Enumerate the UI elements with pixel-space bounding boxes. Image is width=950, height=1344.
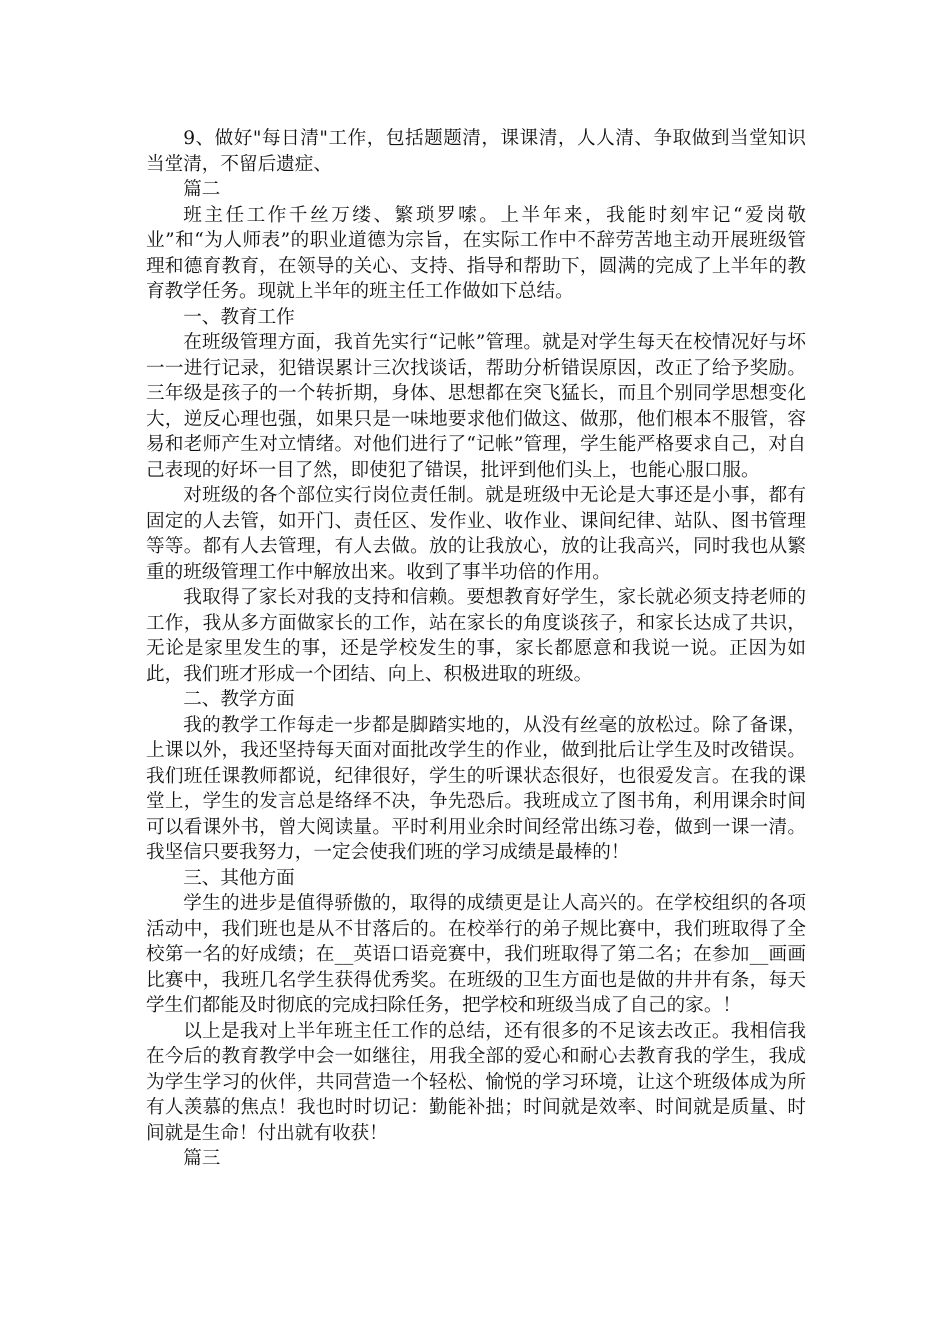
section-heading-education: 一、教育工作 <box>183 306 295 328</box>
paragraph-item-9: 9、做好"每日清"工作，包括题题清，课课清，人人清、争取做到当堂知识当堂清，不留后遗症、 <box>146 128 806 175</box>
paragraph-class-management: 在班级管理方面，我首先实行“记帐”管理。就是对学生每天在校情况好与坏一一进行记录，犯错误累计三次找谈话，帮助分析错误原因，改正了给予奖励。三年级是孩子的一个转折期，身体、思想都在突飞猛长，而且个别同学思想变化大，逆反心理也强，如果只是一味地要求他们做这、做那，他们根本不服管，容易和老师产生对立情绪。对他们进行了“记帐”管理，学生能严格要求自己，对自己表现的好坏一目了然，即使犯了错误，批评到他们头上，也能心服口服。 <box>146 332 806 481</box>
section-heading-other: 三、其他方面 <box>183 867 295 889</box>
paragraph-teaching: 我的教学工作每走一步都是脚踏实地的，从没有丝毫的放松过。除了备课，上课以外，我还坚持每天面对面批改学生的作业，做到批后让学生及时改错误。我们班任课教师都说，纪律很好，学生的听课状态很好，也很爱发言。在我的课堂上，学生的发言总是络绎不决，争先恐后。我班成立了图书角，利用课余时间可以看课外书，曾大阅读量。平时利用业余时间经常出练习卷，做到一课一清。我坚信只要我努力，一定会使我们班的学习成绩是最棒的！ <box>146 714 806 863</box>
section-heading-part-two: 篇二 <box>183 179 221 200</box>
document-page <box>146 126 806 1172</box>
section-heading-part-three: 篇三 <box>183 1148 221 1169</box>
section-heading-teaching: 二、教学方面 <box>183 689 295 710</box>
paragraph-achievements: 学生的进步是值得骄傲的，取得的成绩更是让人高兴的。在学校组织的各项活动中，我们班也是从不甘落后的。在校举行的弟子规比赛中，我们班取得了全校第一名的好成绩；在__英语口语竞赛中，我们班取得了第二名；在参加__画画比赛中，我班几名学生获得优秀奖。在班级的卫生方面也是做的井井有条，每天学生们都能及时彻底的完成扫除任务，把学校和班级当成了自己的家。！ <box>146 893 806 1016</box>
paragraph-conclusion: 以上是我对上半年班主任工作的总结，还有很多的不足该去改正。我相信我在今后的教育教学中会一如继往，用我全部的爱心和耐心去教育我的学生，我成为学生学习的伙伴，共同营造一个轻松、愉悦的学习环境，让这个班级体成为所有人羡慕的焦点！我也时时切记：勤能补拙；时间就是效率、时间就是质量、时间就是生命！付出就有收获！ <box>146 1020 806 1144</box>
paragraph-responsibility: 对班级的各个部位实行岗位责任制。就是班级中无论是大事还是小事，都有固定的人去管，如开门、责任区、发作业、收作业、课间纪律、站队、图书管理等等。都有人去管理，有人去做。放的让我放心，放的让我高兴，同时我也从繁重的班级管理工作中解放出来。收到了事半功倍的作用。 <box>146 485 806 583</box>
paragraph-parents: 我取得了家长对我的支持和信赖。要想教育好学生，家长就必须支持老师的工作，我从多方面做家长的工作，站在家长的角度谈孩子，和家长达成了共识，无论是家里发生的事，还是学校发生的事，家长都愿意和我说一说。正因为如此，我们班才形成一个团结、向上、积极进取的班级。 <box>146 587 806 685</box>
paragraph-intro: 班主任工作千丝万缕、繁琐罗嗦。上半年来，我能时刻牢记“爱岗敬业”和“为人师表”的职业道德为宗旨，在实际工作中不辞劳苦地主动开展班级管理和德育教育，在领导的关心、支持、指导和帮助下，圆满的完成了上半年的教育教学任务。现就上半年的班主任工作做如下总结。 <box>146 204 806 302</box>
